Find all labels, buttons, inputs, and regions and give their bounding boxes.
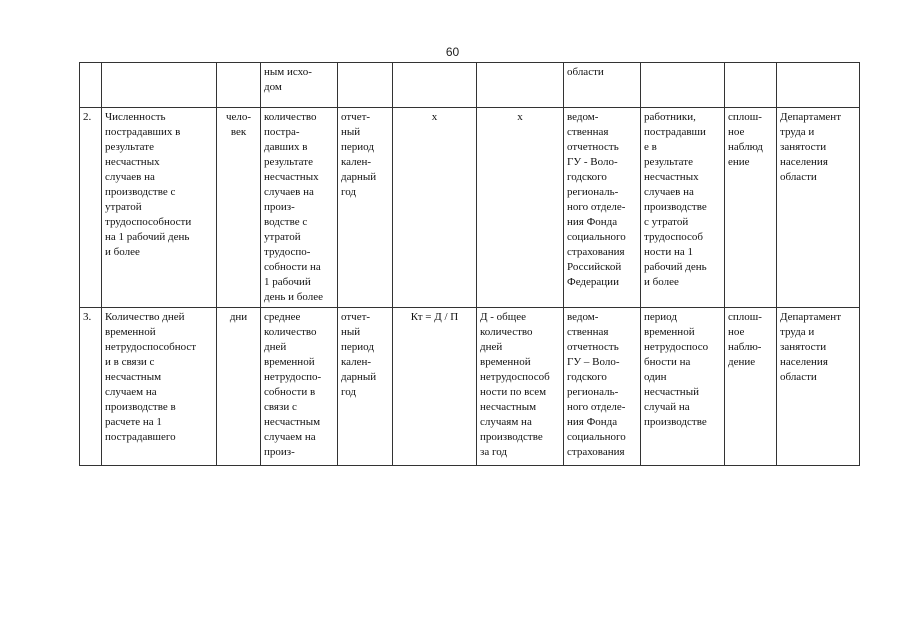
period-cell <box>338 308 393 466</box>
formula-cell <box>393 63 477 108</box>
population-cell <box>641 308 725 466</box>
indicator-name-cell <box>102 63 217 108</box>
source: ведом- ственная отчетность ГУ – Воло- годского региональ- ного отделе- ния Фонда социального страхования <box>567 311 626 458</box>
period: отчет- ный период кален- дарный год <box>341 311 377 398</box>
unit: чело- век <box>225 111 252 138</box>
period-cell <box>338 108 393 308</box>
method: сплош- ное наблюд ение <box>728 111 763 168</box>
indicator-name: Количество дней временной нетрудоспособност и в связи с несчастным случаем на производстве в расчете на 1 пострадавшего <box>105 311 197 443</box>
period-cell <box>338 63 393 108</box>
method-cell <box>725 63 777 108</box>
definition: среднее количество дней временной нетрудоспо- собности в связи с несчастным случаем на произ- <box>264 311 322 458</box>
indicator-name: Численность пострадавших в результате несчастных случаев на производстве с утратой трудоспособности на 1 рабочий день и более <box>105 111 192 258</box>
responsible-cell <box>777 308 860 466</box>
responsible-cell <box>777 63 860 108</box>
period: отчет- ный период кален- дарный год <box>341 111 377 198</box>
components-cell <box>477 63 564 108</box>
unit-cell <box>217 108 261 308</box>
unit: дни <box>229 311 248 323</box>
population-cell <box>641 63 725 108</box>
components-cell <box>477 308 564 466</box>
formula-cell <box>393 308 477 466</box>
row-number-cell <box>80 308 102 466</box>
source-cell <box>564 308 641 466</box>
indicator-name-cell <box>102 108 217 308</box>
population-cell <box>641 108 725 308</box>
indicator-table <box>79 62 860 466</box>
row-number-cell <box>80 63 102 108</box>
row-number-cell <box>80 108 102 308</box>
formula: x <box>431 111 438 123</box>
method-cell <box>725 108 777 308</box>
indicator-name-cell <box>102 308 217 466</box>
row-number: 2. <box>83 111 92 123</box>
definition-cell <box>261 63 338 108</box>
unit-cell <box>217 63 261 108</box>
source: области <box>567 66 604 78</box>
definition: ным исхо- дом <box>264 66 312 93</box>
components-cell <box>477 108 564 308</box>
row-number: 3. <box>83 311 92 323</box>
source-cell <box>564 63 641 108</box>
population: период временной нетрудоспосо бности на один несчастный случай на производстве <box>644 311 709 428</box>
table-row <box>80 308 860 466</box>
table-row <box>80 63 860 108</box>
method: сплош- ное наблю- дение <box>728 311 762 368</box>
unit-cell <box>217 308 261 466</box>
formula-cell <box>393 108 477 308</box>
table-row <box>80 108 860 308</box>
definition-cell <box>261 108 338 308</box>
page-number: 60 <box>445 45 460 59</box>
formula: Кт = Д / П <box>410 311 459 323</box>
method-cell <box>725 308 777 466</box>
source: ведом- ственная отчетность ГУ - Воло- годского региональ- ного отделе- ния Фонда социального страхования Российской Федерации <box>567 111 626 288</box>
components: Д - общее количество дней временной нетрудоспособ ности по всем несчастным случаям на производстве за год <box>480 311 550 458</box>
responsible: Департамент труда и занятости населения области <box>780 111 842 183</box>
definition: количество постра- давших в результате несчастных случаев на произ- водстве с утратой трудоспо- собности на 1 рабочий день и более <box>264 111 323 303</box>
population: работники, пострадавши е в результате несчастных случаев на производстве с утратой трудоспособ ности на 1 рабочий день и более <box>644 111 707 288</box>
responsible-cell <box>777 108 860 308</box>
responsible: Департамент труда и занятости населения области <box>780 311 842 383</box>
definition-cell <box>261 308 338 466</box>
source-cell <box>564 108 641 308</box>
components: x <box>517 111 523 123</box>
